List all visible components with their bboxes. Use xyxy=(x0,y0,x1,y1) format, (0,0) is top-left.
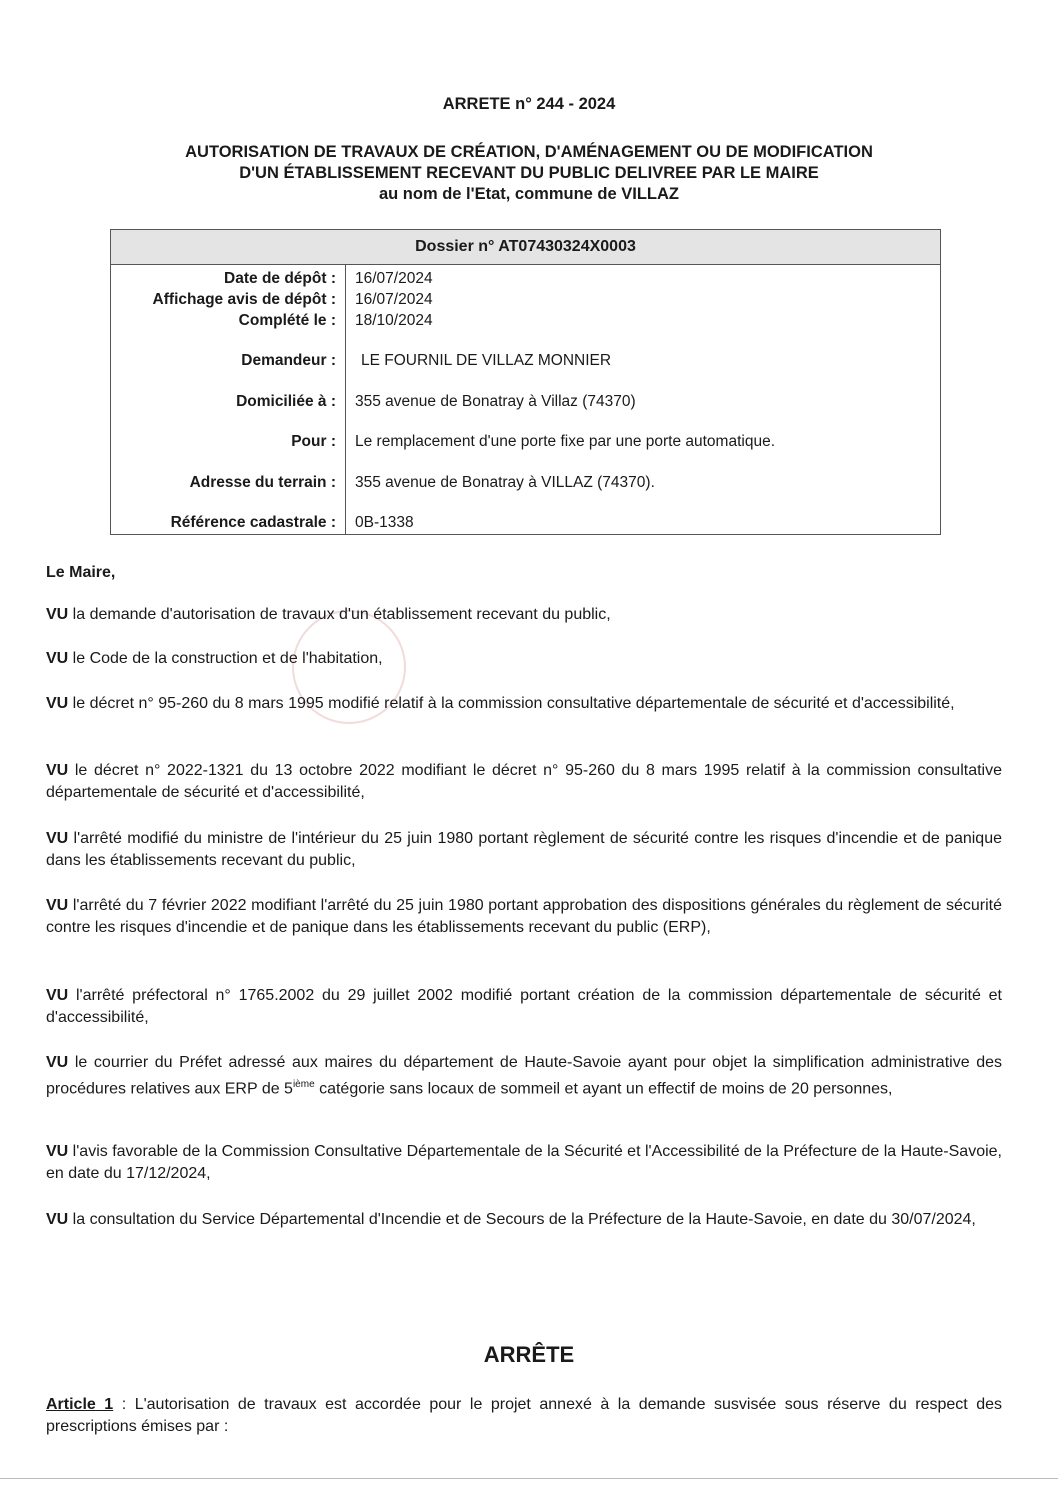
vu-text: l'arrêté modifié du ministre de l'intérieur du 25 juin 1980 portant règlement de sécurité contre les risques d'incendie et de panique dans les établissements recevant du public, xyxy=(46,830,1002,869)
subtitle-line-1: AUTORISATION DE TRAVAUX DE CRÉATION, D'AMÉNAGEMENT OU DE MODIFICATION xyxy=(185,143,873,161)
article-1-label: Article 1 xyxy=(46,1396,114,1413)
dossier-heading: Dossier n° AT07430324X0003 xyxy=(111,230,940,265)
vu-keyword: VU xyxy=(46,650,69,667)
vu-text: le courrier du Préfet adressé aux maires du département de Haute-Savoie ayant pour objet la simplification administrative des procédures relatives aux ERP de 5 xyxy=(46,1054,1002,1097)
article-1-text: : L'autorisation de travaux est accordée pour le projet annexé à la demande susvisée sous réserve du respect des prescriptions émises par : xyxy=(46,1396,1003,1435)
dossier-label: Complété le : xyxy=(238,312,336,329)
arrete-heading: ARRÊTE xyxy=(483,1342,575,1367)
opening-le-maire: Le Maire, xyxy=(46,564,116,581)
dossier-value: 355 avenue de Bonatray à VILLAZ (74370). xyxy=(355,474,655,491)
dossier-info-box xyxy=(110,229,941,535)
dossier-label: Domiciliée à : xyxy=(236,393,336,410)
subtitle-line-2: D'UN ÉTABLISSEMENT RECEVANT DU PUBLIC DELIVREE PAR LE MAIRE xyxy=(239,164,819,182)
vu-paragraph xyxy=(46,828,1002,871)
dossier-label: Pour : xyxy=(291,433,336,450)
dossier-value: 16/07/2024 xyxy=(355,291,433,308)
vu-paragraph xyxy=(46,693,1002,715)
vu-keyword: VU xyxy=(46,695,69,712)
vu-text: la demande d'autorisation de travaux d'un établissement recevant du public, xyxy=(68,606,611,623)
vu-paragraph xyxy=(46,895,1002,938)
vu-keyword: VU xyxy=(46,762,69,779)
vu-text: le décret n° 2022-1321 du 13 octobre 2022 modifiant le décret n° 95-260 du 8 mars 1995 relatif à la commission consultative départementale de sécurité et d'accessibilité, xyxy=(46,762,1002,801)
dossier-label: Affichage avis de dépôt : xyxy=(152,291,336,308)
vu-paragraph xyxy=(46,1141,1002,1184)
vu-keyword: VU xyxy=(46,1054,69,1071)
dossier-value: 0B-1338 xyxy=(355,514,414,531)
vu-paragraph xyxy=(46,604,1002,626)
vu-paragraph xyxy=(46,760,1002,803)
dossier-column-divider xyxy=(345,264,346,534)
vu-text: catégorie sans locaux de sommeil et ayant un effectif de moins de 20 personnes, xyxy=(314,1079,893,1097)
vu-keyword: VU xyxy=(46,1211,69,1228)
vu-text: l'avis favorable de la Commission Consultative Départementale de la Sécurité et l'Accessibilité de la Préfecture de la Haute-Savoie, en date du 17/12/2024, xyxy=(46,1143,1002,1182)
vu-paragraph-courrier xyxy=(46,1052,1002,1099)
vu-text: l'arrêté du 7 février 2022 modifiant l'arrêté du 25 juin 1980 portant approbation des dispositions générales du règlement de sécurité contre les risques d'incendie et de panique dans les établissements recevant du public (ERP), xyxy=(46,897,1002,936)
vu-text: le décret n° 95-260 du 8 mars 1995 modifié relatif à la commission consultative départementale de sécurité et d'accessibilité, xyxy=(68,695,955,712)
dossier-value: 355 avenue de Bonatray à Villaz (74370) xyxy=(355,393,636,410)
article-1-paragraph xyxy=(46,1394,1002,1437)
vu-paragraph xyxy=(46,648,1002,670)
dossier-label: Référence cadastrale : xyxy=(170,514,336,531)
vu-keyword: VU xyxy=(46,987,69,1004)
vu-paragraph xyxy=(46,985,1002,1028)
dossier-value: LE FOURNIL DE VILLAZ MONNIER xyxy=(361,352,612,369)
page-bottom-edge xyxy=(0,1478,1058,1479)
arrete-subtitle xyxy=(90,142,968,205)
vu-text: le Code de la construction et de l'habitation, xyxy=(68,650,383,667)
vu-keyword: VU xyxy=(46,606,69,623)
dossier-label: Date de dépôt : xyxy=(224,270,336,287)
vu-text: la consultation du Service Départemental d'Incendie et de Secours de la Préfecture de la Haute-Savoie, en date du 30/07/2024, xyxy=(68,1211,976,1228)
dossier-value: 16/07/2024 xyxy=(355,270,433,287)
vu-keyword: VU xyxy=(46,1143,69,1160)
subtitle-line-3: au nom de l'Etat, commune de VILLAZ xyxy=(378,185,680,203)
dossier-value: Le remplacement d'une porte fixe par une porte automatique. xyxy=(355,433,775,450)
vu-paragraph xyxy=(46,1209,1002,1231)
superscript-ieme: ième xyxy=(292,1078,315,1090)
dossier-label: Demandeur : xyxy=(241,352,336,369)
dossier-value: 18/10/2024 xyxy=(355,312,433,329)
vu-keyword: VU xyxy=(46,830,69,847)
dossier-label: Adresse du terrain : xyxy=(189,474,336,491)
arrete-number-title: ARRETE n° 244 - 2024 xyxy=(442,95,616,113)
vu-text: l'arrêté préfectoral n° 1765.2002 du 29 juillet 2002 modifié portant création de la commission départementale de sécurité et d'accessibilité, xyxy=(46,987,1002,1026)
vu-keyword: VU xyxy=(46,897,69,914)
